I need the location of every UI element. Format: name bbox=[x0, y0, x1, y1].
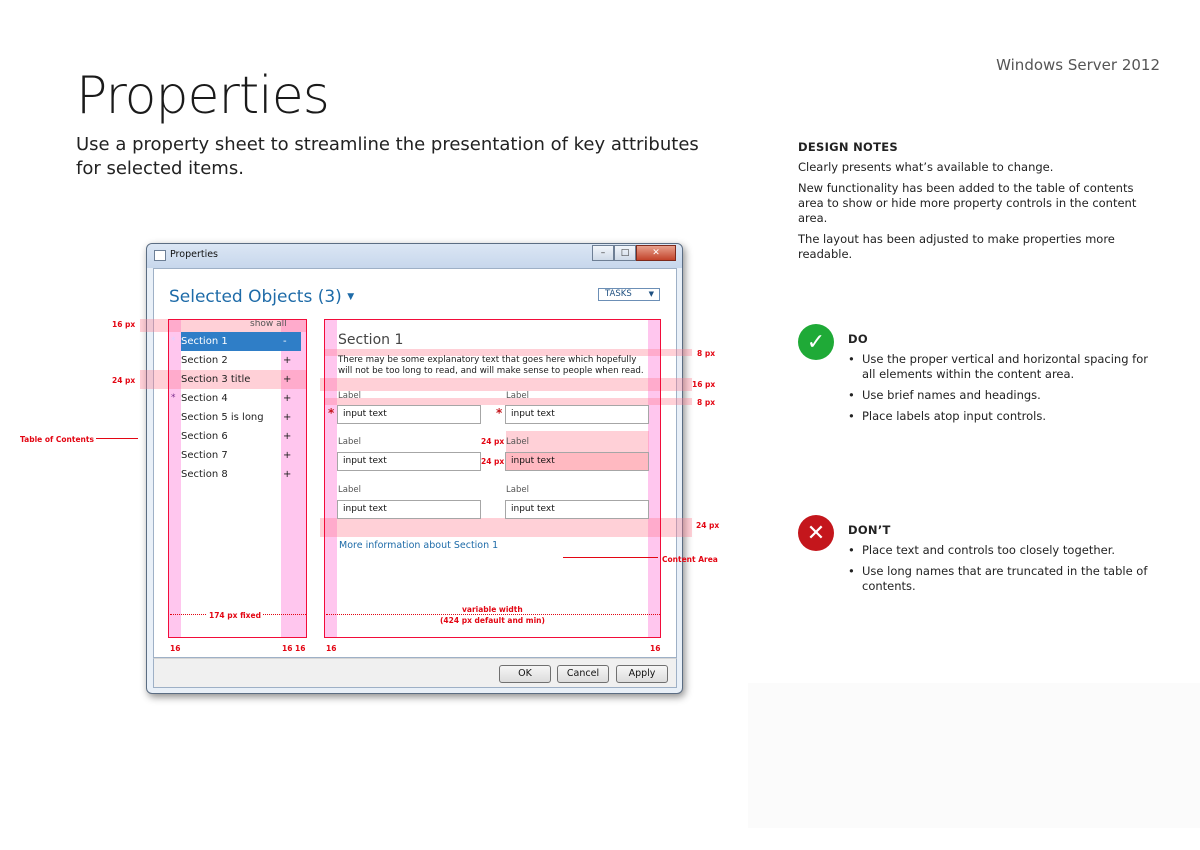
field-label: Label bbox=[506, 437, 529, 447]
more-info-link[interactable]: More information about Section 1 bbox=[339, 540, 499, 551]
maximize-button[interactable]: □ bbox=[614, 245, 636, 261]
text-input[interactable]: input text bbox=[337, 405, 481, 424]
toc-item-label: Section 4 bbox=[181, 393, 228, 404]
annotation: Table of Contents bbox=[20, 435, 94, 444]
background-panel bbox=[748, 683, 1200, 828]
window-title: Properties bbox=[170, 249, 219, 260]
selected-objects-dropdown[interactable] bbox=[169, 287, 354, 307]
toc-item-label: Section 8 bbox=[181, 469, 228, 480]
design-note: New functionality has been added to the table of contents area to show or hide more property controls in the content area. bbox=[798, 181, 1137, 225]
field-label: Label bbox=[338, 391, 361, 401]
annotation: variable width bbox=[462, 605, 523, 614]
text-input[interactable]: input text bbox=[337, 500, 481, 519]
do-item: • Use brief names and headings. bbox=[848, 388, 1148, 403]
annotation: 24 px bbox=[112, 376, 136, 385]
annotation: 8 px bbox=[697, 398, 716, 407]
toc-item-label: Section 1 bbox=[181, 336, 228, 347]
design-note: Clearly presents what’s available to change. bbox=[798, 160, 1054, 174]
annotation: 16 px bbox=[112, 320, 136, 329]
chevron-down-icon: ▼ bbox=[648, 290, 654, 298]
expand-toggle[interactable]: + bbox=[283, 412, 292, 423]
do-list bbox=[848, 352, 1148, 430]
required-star-icon: * bbox=[328, 406, 335, 420]
do-item: • Use the proper vertical and horizontal spacing for all elements within the content area. bbox=[848, 352, 1148, 382]
ok-button[interactable]: OK bbox=[499, 665, 551, 683]
design-note: The layout has been adjusted to make properties more readable. bbox=[798, 232, 1115, 261]
text-input[interactable]: input text bbox=[505, 500, 649, 519]
dont-block bbox=[798, 515, 1158, 615]
expand-toggle[interactable]: + bbox=[283, 450, 292, 461]
required-star-icon: * bbox=[496, 406, 503, 420]
annotation: 16 bbox=[295, 644, 306, 653]
x-icon: ✕ bbox=[798, 515, 834, 551]
toc-item-label: Section 7 bbox=[181, 450, 228, 461]
dimension-line bbox=[326, 614, 660, 615]
window-footer bbox=[153, 658, 677, 688]
window-app-icon bbox=[154, 250, 166, 261]
annotation: Content Area bbox=[662, 555, 718, 564]
chevron-down-icon: ▼ bbox=[347, 292, 355, 302]
expand-toggle[interactable]: + bbox=[283, 393, 292, 404]
expand-toggle[interactable]: + bbox=[283, 469, 292, 480]
annotation: 24 px bbox=[696, 521, 720, 530]
content-region-outline bbox=[324, 319, 661, 638]
section-title: Section 1 bbox=[338, 332, 404, 348]
expand-toggle[interactable]: + bbox=[283, 355, 292, 366]
dont-heading: DON’T bbox=[848, 523, 891, 537]
do-heading: DO bbox=[848, 332, 868, 346]
field-label: Label bbox=[506, 485, 529, 495]
tasks-label: TASKS bbox=[605, 289, 632, 299]
text-input[interactable]: input text bbox=[337, 452, 481, 471]
field-label: Label bbox=[338, 437, 361, 447]
annotation: 16 bbox=[282, 644, 293, 653]
annotation: 16 bbox=[326, 644, 337, 653]
text-input[interactable]: input text bbox=[505, 405, 649, 424]
field-label: Label bbox=[338, 485, 361, 495]
window-titlebar[interactable] bbox=[147, 244, 682, 268]
show-all-link[interactable]: show all bbox=[250, 319, 287, 329]
annotation: (424 px default and min) bbox=[440, 616, 545, 625]
design-notes-heading: DESIGN NOTES bbox=[798, 140, 899, 154]
do-block bbox=[798, 324, 1158, 444]
expand-toggle[interactable]: + bbox=[283, 374, 292, 385]
collapse-toggle[interactable]: - bbox=[283, 336, 287, 347]
toc-region-outline bbox=[168, 319, 307, 638]
page-subtitle: Use a property sheet to streamline the presentation of key attributes for selected items. bbox=[76, 134, 699, 179]
toc-item-label: Section 5 is long bbox=[181, 412, 264, 423]
annotation: 8 px bbox=[697, 349, 716, 358]
window-controls bbox=[592, 245, 676, 261]
dont-item: • Use long names that are truncated in the table of contents. bbox=[848, 564, 1148, 594]
field-label: Label bbox=[506, 391, 529, 401]
annotation: 16 bbox=[170, 644, 181, 653]
page-title: Properties bbox=[76, 66, 329, 126]
annotation: 24 px bbox=[481, 437, 505, 446]
annotation: 16 bbox=[650, 644, 661, 653]
expand-toggle[interactable]: + bbox=[283, 431, 292, 442]
section-description: There may be some explanatory text that goes here which hopefully will not be too long to read, and will make sense to people when read. bbox=[338, 355, 644, 376]
annotation: 24 px bbox=[481, 457, 505, 466]
toc-item-label: Section 6 bbox=[181, 431, 228, 442]
selected-objects-label: Selected Objects (3) bbox=[169, 287, 342, 307]
toc-item-label: Section 3 title bbox=[181, 374, 251, 385]
do-item: • Place labels atop input controls. bbox=[848, 409, 1148, 424]
required-star-icon: * bbox=[171, 393, 176, 403]
annotation-leader-line bbox=[96, 438, 138, 439]
minimize-button[interactable]: – bbox=[592, 245, 614, 261]
annotation-leader-line bbox=[563, 557, 658, 558]
toc-item-label: Section 2 bbox=[181, 355, 228, 366]
required-star-icon: * bbox=[171, 336, 176, 346]
annotation: 174 px fixed bbox=[209, 611, 261, 620]
design-notes bbox=[798, 140, 1158, 268]
dont-list bbox=[848, 543, 1148, 600]
text-input[interactable]: input text bbox=[505, 452, 649, 471]
tasks-button[interactable] bbox=[598, 288, 660, 301]
dont-item: • Place text and controls too closely together. bbox=[848, 543, 1148, 558]
cancel-button[interactable]: Cancel bbox=[557, 665, 609, 683]
close-button[interactable]: ✕ bbox=[636, 245, 676, 261]
checkmark-icon: ✓ bbox=[798, 324, 834, 360]
annotation: 16 px bbox=[692, 380, 716, 389]
apply-button[interactable]: Apply bbox=[616, 665, 668, 683]
brand-label: Windows Server 2012 bbox=[996, 56, 1160, 74]
